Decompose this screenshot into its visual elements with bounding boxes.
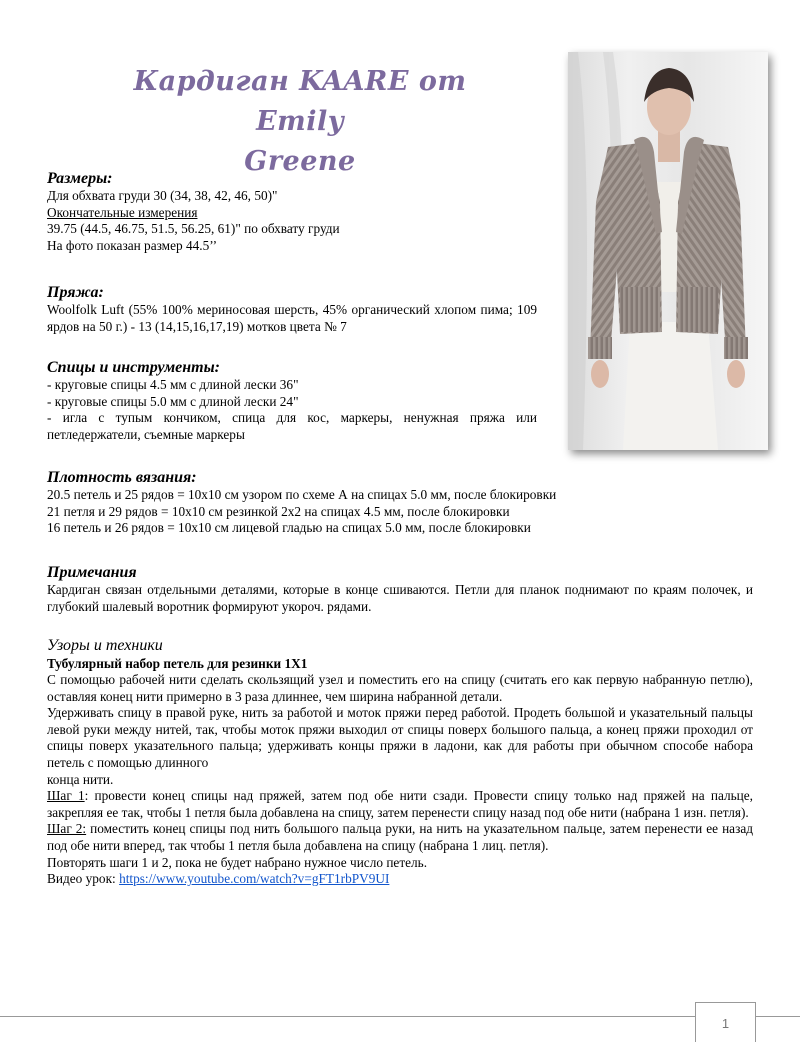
gauge-item: 20.5 петель и 25 рядов = 10х10 см узором по схеме А на спицах 5.0 мм, после блокировки [47, 487, 557, 502]
gauge-heading: Плотность вязания: [47, 469, 197, 486]
yarn-section [47, 284, 537, 335]
yarn-text: Woolfolk Luft (55% 100% мериносовая шерсть, 45% органический хлопом пима; 109 ярдов на 50 г.) - 13 (14,15,16,17,19) мотков цвета № 7 [47, 302, 537, 334]
video-label: Видео урок: [47, 871, 120, 887]
notes-text: Кардиган связан отдельными деталями, которые в конце сшиваются. Петли для планок поднимают по краям полочек, и глубокий шалевый воротник формируют укороч. рядами. [47, 582, 753, 614]
footer-divider-right [756, 1016, 800, 1017]
video-link[interactable]: https://www.youtube.com/watch?v=gFT1rbPV9UI [119, 871, 390, 887]
gauge-item: 16 петель и 26 рядов = 10х10 см лицевой гладью на спицах 5.0 мм, после блокировки [47, 520, 531, 536]
techniques-section [47, 637, 753, 888]
yarn-heading: Пряжа: [47, 284, 104, 301]
step-2-label: Шаг 2: [47, 821, 87, 837]
photo-illustration [568, 52, 768, 450]
title-line-1: Кардиган KAARE от Emily [133, 66, 467, 137]
cardigan-photo [568, 52, 768, 450]
step-1 [47, 788, 753, 821]
final-measurements-heading: Окончательные измерения [47, 204, 198, 220]
technique-paragraph-2: Удерживать спицу в правой руке, нить за работой и моток пряжи перед работой. Продеть большой и указательный пальцы левой руки между нитей, так, чтобы моток пряжи выходил от спицы поверх большого пальца, а конец пряжи проходил от спицы поверх указательного пальца; удерживать концы пряжи в ладони, как для работы при обычном способе набора петель с помощью длинного [47, 705, 753, 770]
notes-heading: Примечания [47, 564, 137, 581]
final-measurements: 39.75 (44.5, 46.75, 51.5, 56.25, 61)" по обхвату груди [47, 221, 340, 237]
technique-paragraph-1: С помощью рабочей нити сделать скользящий узел и поместить его на спицу (считать его как первую набранную петлю), оставляя конец нити примерно в 3 раза длиннее, чем ширина набранной детали. [47, 672, 753, 704]
sizes-section [47, 170, 537, 254]
gauge-section [47, 469, 667, 537]
tools-section [47, 359, 537, 443]
page-number-tab [695, 1002, 756, 1042]
page-number: 1 [721, 1016, 730, 1031]
notes-section [47, 564, 753, 615]
step-1-label: Шаг 1 [47, 788, 85, 804]
video-lesson [47, 871, 753, 888]
step-2-text: поместить конец спицы под нить большого пальца руки, на нить на указательном пальце, затем перенести ее назад под обе нити вперед, так чтобы 1 петля была добавлена на спицу (набрана 1 лиц. петля). [47, 821, 754, 853]
repeat-instruction: Повторять шаги 1 и 2, пока не будет набрано нужное число петель. [47, 854, 428, 870]
sizes-chest: Для обхвата груди 30 (34, 38, 42, 46, 50)" [47, 188, 278, 203]
techniques-heading: Узоры и техники [47, 637, 163, 654]
technique-paragraph-2-end: конца нити. [47, 771, 114, 787]
gauge-item: 21 петля и 29 рядов = 10х10 см резинкой 2х2 на спицах 4.5 мм, после блокировки [47, 503, 510, 519]
document-title [90, 62, 510, 182]
title-line-2: Greene [244, 146, 356, 177]
footer-divider-left [0, 1016, 695, 1017]
step-2 [47, 821, 753, 854]
tools-item: - игла с тупым кончиком, спица для кос, маркеры, ненужная пряжа или петледержатели, съемные маркеры [47, 410, 537, 442]
sizes-heading: Размеры: [47, 170, 113, 187]
photo-size-note: На фото показан размер 44.5’’ [47, 237, 218, 253]
tools-item: - круговые спицы 5.0 мм с длиной лески 24" [47, 393, 299, 409]
tubular-cast-on-heading: Тубулярный набор петель для резинки 1Х1 [47, 656, 308, 671]
step-1-text: : провести конец спицы над пряжей, затем под обе нити сзади. Провести спицу только над пряжей на пальце, закрепляя ее так, чтобы 1 петля была добавлена на спицу, затем перенести спицу назад под обе нити (набрана 1 изн. петля). [47, 788, 754, 820]
tools-heading: Спицы и инструменты: [47, 359, 221, 376]
tools-item: - круговые спицы 4.5 мм с длиной лески 36" [47, 377, 299, 392]
